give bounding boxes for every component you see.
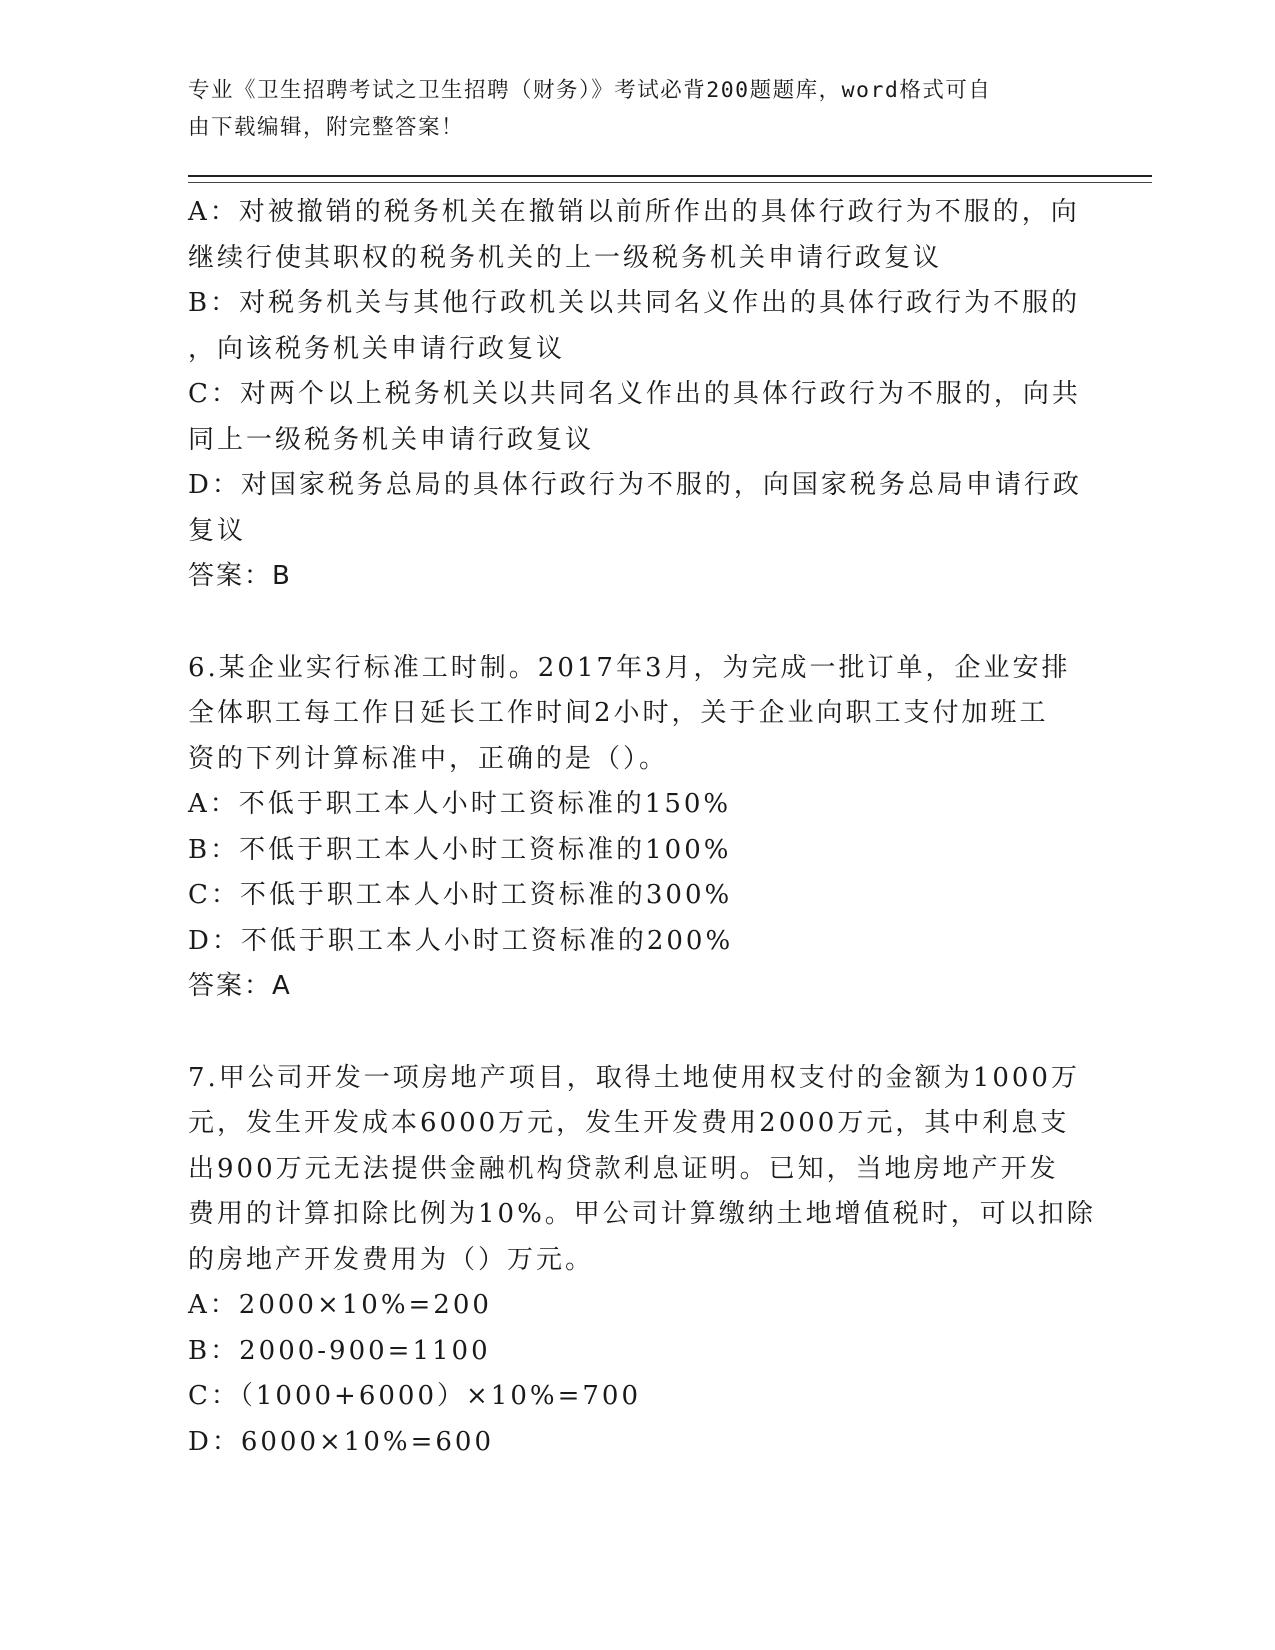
q6-option-a: A：不低于职工本人小时工资标准的150% [188, 789, 732, 819]
q5-option-a-line-2: 继续行使其职权的税务机关的上一级税务机关申请行政复议 [188, 242, 943, 273]
q5-option-d-line-2: 复议 [188, 515, 247, 546]
q7-stem-line-1: 7.甲公司开发一项房地产项目，取得土地使用权支付的金额为1000万 [188, 1062, 1080, 1093]
q5-option-c-line-1: C：对两个以上税务机关以共同名义作出的具体行政行为不服的，向共 [188, 379, 1081, 409]
q5-option-d-line-1: D：对国家税务总局的具体行政行为不服的，向国家税务总局申请行政 [188, 470, 1082, 500]
question-6-block [188, 646, 1088, 1010]
q7-option-b: B：2000-900=1100 [188, 1335, 491, 1366]
header-line-2: 由下载编辑，附完整答案！ [188, 115, 465, 140]
q6-answer: 答案：A [188, 971, 292, 1001]
q6-option-b: B：不低于职工本人小时工资标准的100% [188, 834, 732, 865]
q5-option-a-line-1: A：对被撤销的税务机关在撤销以前所作出的具体行政行为不服的，向 [188, 197, 1080, 227]
header-line-1: 专业《卫生招聘考试之卫生招聘（财务）》考试必背200题题库，word格式可自 [188, 78, 992, 103]
q6-stem-line-1: 6.某企业实行标准工时制。2017年3月，为完成一批订单，企业安排 [188, 652, 1071, 683]
q7-stem-line-5: 的房地产开发费用为（）万元。 [188, 1244, 595, 1275]
q7-option-d: D：6000×10%=600 [188, 1426, 494, 1457]
document-header [188, 72, 1058, 146]
q5-option-c-line-2: 同上一级税务机关申请行政复议 [188, 424, 595, 455]
q6-stem-line-2: 全体职工每工作日延长工作时间2小时，关于企业向职工支付加班工 [188, 698, 1049, 728]
q7-stem-line-3: 出900万元无法提供金融机构贷款利息证明。已知，当地房地产开发 [188, 1153, 1059, 1184]
q6-stem-line-3: 资的下列计算标准中，正确的是（）。 [188, 743, 669, 774]
header-divider-thick [188, 175, 1152, 177]
q7-stem-line-4: 费用的计算扣除比例为10%。甲公司计算缴纳土地增值税时，可以扣除 [188, 1199, 1096, 1229]
q6-option-c: C：不低于职工本人小时工资标准的300% [188, 880, 733, 910]
spacer [188, 600, 1088, 646]
q5-option-b-line-1: B：对税务机关与其他行政机关以共同名义作出的具体行政行为不服的 [188, 288, 1081, 318]
spacer [188, 1010, 1088, 1056]
question-7-block [188, 1056, 1096, 1466]
question-5-block [188, 190, 1088, 600]
q7-stem-line-2: 元，发生开发成本6000万元，发生开发费用2000万元，其中利息支 [188, 1108, 1070, 1138]
q7-option-a: A：2000×10%=200 [188, 1290, 492, 1320]
q5-answer: 答案：B [188, 561, 292, 591]
document-body [188, 190, 1096, 1465]
q5-option-b-line-2: ，向该税务机关申请行政复议 [188, 333, 566, 364]
q7-option-c: C：（1000+6000）×10%=700 [188, 1381, 642, 1411]
header-divider-thin [188, 182, 1152, 183]
q6-option-d: D：不低于职工本人小时工资标准的200% [188, 925, 734, 956]
